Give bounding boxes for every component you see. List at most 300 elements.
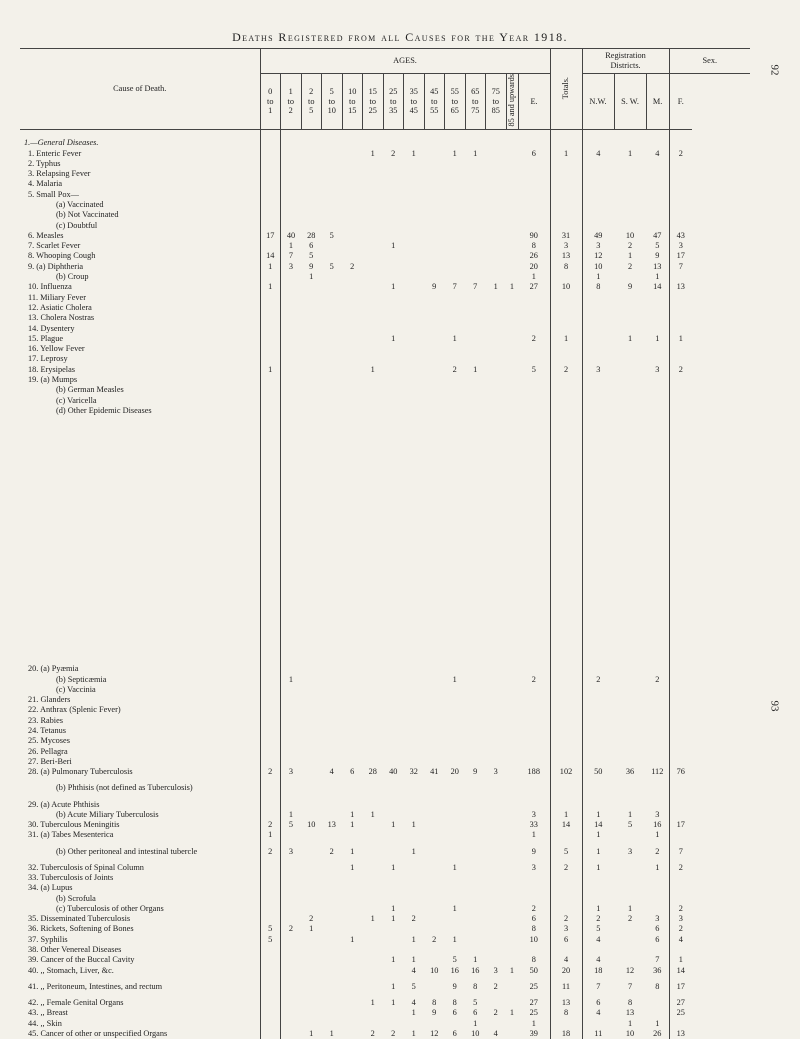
table-cell [646, 904, 669, 914]
table-cell: 1 [627, 148, 633, 158]
table-cell: 2 [669, 863, 692, 873]
table-cell: 1 [391, 333, 396, 343]
table-cell [486, 303, 507, 313]
table-cell: 27 [669, 998, 692, 1008]
table-cell [342, 241, 363, 251]
table-cell [260, 385, 281, 395]
table-cell: 16 [653, 820, 662, 830]
table-cell: 2 [669, 148, 692, 158]
table-cell: 14 [653, 282, 662, 292]
table-cell [281, 282, 302, 292]
table-cell [486, 904, 507, 914]
table-cell [281, 685, 302, 695]
table-cell: 1 [411, 820, 416, 830]
table-cell [404, 375, 425, 385]
table-cell [281, 303, 302, 313]
table-cell [445, 830, 466, 840]
table-cell: 1 [452, 674, 457, 684]
table-cell: 10 [625, 1028, 635, 1038]
table-cell [383, 293, 404, 303]
table-cell [281, 220, 302, 230]
table-row [20, 385, 750, 395]
table-cell: 5 [260, 924, 281, 934]
table-cell [465, 873, 486, 883]
table-cell [506, 705, 518, 715]
table-cell [582, 159, 614, 169]
table-cell [518, 159, 550, 169]
table-cell [424, 169, 445, 179]
table-cell: 1 [411, 148, 416, 158]
table-cell [281, 955, 302, 965]
table-cell [342, 736, 363, 746]
table-row [20, 344, 750, 354]
table-cell [669, 159, 692, 169]
table-row [20, 705, 750, 715]
cause-label: 10. Influenza [28, 282, 72, 292]
table-cell [281, 966, 302, 976]
cause-label: 32. Tuberculosis of Spinal Column [28, 862, 144, 872]
table-cell [383, 757, 404, 767]
table-cell: 4 [582, 148, 614, 158]
table-cell [322, 945, 343, 955]
table-cell [404, 736, 425, 746]
table-cell [301, 293, 322, 303]
table-cell: 2 [281, 924, 302, 934]
table-cell [465, 863, 486, 873]
table-cell [465, 200, 486, 210]
table-cell [518, 220, 550, 230]
table-cell [322, 251, 343, 261]
cause-label: (b) Acute Miliary Tuberculosis [56, 809, 159, 819]
table-cell [281, 385, 302, 395]
table-cell [281, 272, 302, 282]
table-cell [550, 179, 582, 189]
table-cell [669, 716, 692, 726]
table-cell [322, 810, 343, 820]
table-cell: 1 [655, 333, 660, 343]
table-cell [404, 210, 425, 220]
table-cell [465, 251, 486, 261]
table-cell [646, 945, 669, 955]
table-cell [424, 159, 445, 169]
table-cell [424, 736, 445, 746]
table-cell [363, 159, 384, 169]
table-cell [383, 695, 404, 705]
table-cell [363, 873, 384, 883]
table-row [20, 334, 750, 344]
table-cell: 40 [281, 231, 302, 241]
table-cell [383, 406, 404, 416]
table-cell [445, 313, 466, 323]
table-cell [342, 873, 363, 883]
table-cell [614, 293, 646, 303]
table-cell: 1 [473, 955, 478, 965]
table-cell: 7 [452, 282, 457, 292]
table-cell [404, 334, 425, 344]
table-cell [486, 736, 507, 746]
table-cell [550, 726, 582, 736]
cause-label: 3. Relapsing Fever [28, 169, 91, 179]
table-cell [646, 385, 669, 395]
table-cell [383, 736, 404, 746]
table-cell: 5 [627, 820, 633, 830]
table-cell [301, 716, 322, 726]
table-cell [465, 190, 486, 200]
table-cell [518, 726, 550, 736]
table-cell [322, 272, 343, 282]
table-cell [506, 820, 518, 830]
table-cell: 5 [411, 981, 416, 991]
table-cell: 4 [582, 935, 614, 945]
table-cell: 6 [350, 767, 355, 777]
spacer-row [20, 416, 750, 664]
table-cell [363, 945, 384, 955]
table-cell [465, 241, 486, 251]
table-cell [404, 1018, 425, 1028]
table-cell [486, 893, 507, 903]
table-cell [342, 955, 363, 965]
table-cell [669, 1018, 692, 1028]
table-cell [506, 998, 518, 1008]
table-cell [301, 726, 322, 736]
table-cell [614, 777, 646, 799]
table-cell [322, 863, 343, 873]
table-row [20, 904, 750, 914]
table-cell [646, 313, 669, 323]
cause-label: 39. Cancer of the Buccal Cavity [28, 955, 135, 965]
table-cell: 3 [655, 914, 660, 924]
table-cell [281, 904, 302, 914]
table-cell [363, 883, 384, 893]
table-cell [281, 914, 302, 924]
table-cell [486, 231, 507, 241]
table-cell [342, 726, 363, 736]
table-cell [669, 385, 692, 395]
table-cell [281, 159, 302, 169]
table-cell [582, 396, 614, 406]
cause-label: 35. Disseminated Tuberculosis [28, 914, 131, 924]
table-cell [363, 396, 384, 406]
cause-label: 29. (a) Acute Phthisis [28, 799, 100, 809]
table-cell [404, 231, 425, 241]
table-cell [301, 955, 322, 965]
table-cell: 12 [625, 965, 635, 975]
cause-label: 31. (a) Tabes Mesenterica [28, 830, 114, 840]
table-cell [301, 863, 322, 873]
table-cell [363, 664, 384, 674]
table-cell [465, 716, 486, 726]
table-cell [404, 674, 425, 684]
table-cell [445, 716, 466, 726]
table-cell: 2 [655, 674, 660, 684]
table-cell [550, 757, 582, 767]
table-cell [486, 241, 507, 251]
table-cell: 1 [550, 148, 582, 158]
table-cell [445, 251, 466, 261]
table-cell: 3 [493, 965, 498, 975]
table-cell: 4 [655, 148, 660, 158]
table-cell [363, 893, 384, 903]
table-cell [404, 863, 425, 873]
table-cell [518, 190, 550, 200]
table-cell [646, 210, 669, 220]
table-cell [281, 945, 302, 955]
table-cell [465, 303, 486, 313]
table-row [20, 200, 750, 210]
table-cell [301, 736, 322, 746]
cause-label: (c) Vaccinia [56, 684, 96, 694]
table-cell [445, 344, 466, 354]
table-cell [342, 883, 363, 893]
table-cell: 6 [309, 241, 314, 251]
table-cell [260, 323, 281, 333]
table-cell [582, 344, 614, 354]
table-cell [363, 251, 384, 261]
table-cell [506, 1029, 518, 1039]
table-cell [518, 396, 550, 406]
table-cell [486, 705, 507, 715]
table-cell: 1 [260, 262, 281, 272]
table-cell [669, 200, 692, 210]
table-cell: 1 [627, 333, 633, 343]
table-cell [550, 210, 582, 220]
table-cell [506, 955, 518, 965]
table-cell: 18 [582, 966, 614, 976]
table-row [20, 241, 750, 251]
table-cell [281, 664, 302, 674]
table-cell [486, 726, 507, 736]
table-cell [424, 251, 445, 261]
cause-label: (b) Other peritoneal and intestinal tubercle [56, 846, 198, 856]
table-cell: 6 [452, 1028, 457, 1038]
table-cell [465, 746, 486, 756]
table-cell [260, 220, 281, 230]
table-cell: 8 [452, 997, 457, 1007]
table-cell: 112 [651, 767, 664, 777]
table-cell [383, 924, 404, 934]
table-cell [383, 935, 404, 945]
table-cell [301, 169, 322, 179]
table-cell: 1 [391, 955, 396, 965]
table-cell [281, 695, 302, 705]
table-cell [322, 303, 343, 313]
cause-label: 12. Asiatic Cholera [28, 302, 92, 312]
table-cell [281, 200, 302, 210]
table-cell [518, 179, 550, 189]
table-row [20, 1008, 750, 1018]
table-cell [342, 190, 363, 200]
table-cell: 8 [432, 997, 437, 1007]
table-cell: 40 [389, 767, 398, 777]
table-cell [342, 716, 363, 726]
table-cell [445, 262, 466, 272]
table-cell [342, 976, 363, 998]
table-cell [424, 303, 445, 313]
table-cell [614, 830, 646, 840]
table-cell [404, 799, 425, 809]
cause-label: 5. Small Pox— [28, 189, 79, 199]
table-cell [363, 344, 384, 354]
table-cell: 2 [655, 846, 660, 856]
table-cell [424, 241, 445, 251]
table-cell [669, 190, 692, 200]
table-cell: 3 [627, 846, 633, 856]
table-row [20, 323, 750, 333]
table-cell [281, 716, 302, 726]
table-cell: 2 [550, 914, 582, 924]
table-cell [363, 757, 384, 767]
table-cell: 17 [669, 251, 692, 261]
table-cell [363, 303, 384, 313]
table-cell [404, 344, 425, 354]
age-group-header: 1 to 2 [281, 74, 302, 130]
table-cell [518, 385, 550, 395]
table-cell [550, 354, 582, 364]
table-cell: 14 [582, 820, 614, 830]
table-cell [550, 705, 582, 715]
table-cell [424, 210, 445, 220]
table-cell [383, 893, 404, 903]
table-cell [404, 169, 425, 179]
table-cell [260, 664, 281, 674]
table-row [20, 1029, 750, 1039]
table-cell [424, 726, 445, 736]
table-cell: 26 [653, 1028, 662, 1038]
table-cell [465, 820, 486, 830]
table-cell [445, 231, 466, 241]
table-cell: 33 [529, 820, 538, 830]
table-cell [669, 323, 692, 333]
table-cell [363, 385, 384, 395]
table-cell [614, 863, 646, 873]
table-cell [669, 220, 692, 230]
table-cell [506, 148, 518, 158]
table-cell [486, 757, 507, 767]
table-row [20, 251, 750, 261]
table-cell [342, 334, 363, 344]
table-cell [404, 746, 425, 756]
table-cell [281, 365, 302, 375]
table-cell [518, 354, 550, 364]
table-cell [669, 685, 692, 695]
table-cell [342, 674, 363, 684]
table-cell [506, 924, 518, 934]
table-cell [260, 726, 281, 736]
table-cell [486, 716, 507, 726]
table-cell [518, 736, 550, 746]
table-cell [301, 746, 322, 756]
table-cell: 1 [509, 1008, 515, 1018]
table-cell [614, 190, 646, 200]
table-cell [260, 883, 281, 893]
table-cell: 4 [493, 1028, 498, 1038]
table-cell [281, 169, 302, 179]
table-cell: 11 [582, 1029, 614, 1039]
table-cell [383, 344, 404, 354]
table-cell [614, 664, 646, 674]
age-group-header: 5 to 10 [322, 74, 343, 130]
table-cell [342, 231, 363, 241]
table-cell [404, 716, 425, 726]
cause-label: (b) German Measles [56, 385, 124, 395]
table-row [20, 830, 750, 840]
table-cell [281, 799, 302, 809]
table-cell [486, 251, 507, 261]
table-cell [260, 998, 281, 1008]
table-cell [342, 914, 363, 924]
table-cell: 1 [452, 148, 457, 158]
table-row [20, 820, 750, 830]
totals-header: Totals. [550, 49, 582, 130]
table-cell: 1 [281, 810, 302, 820]
table-cell [614, 705, 646, 715]
table-cell: 1 [627, 1018, 633, 1028]
table-cell [669, 777, 692, 799]
table-cell: 2 [627, 914, 633, 924]
table-cell: 1 [655, 272, 660, 282]
table-cell [465, 924, 486, 934]
table-cell: 7 [669, 262, 692, 272]
table-cell [582, 220, 614, 230]
table-cell: 1 [260, 282, 281, 292]
table-cell [614, 169, 646, 179]
table-cell [486, 200, 507, 210]
table-cell [342, 200, 363, 210]
table-cell [646, 799, 669, 809]
table-cell [669, 799, 692, 809]
table-cell [582, 945, 614, 955]
table-cell [281, 1018, 302, 1028]
table-cell: 1 [582, 810, 614, 820]
table-cell [363, 231, 384, 241]
table-cell [260, 1029, 281, 1039]
table-cell [424, 873, 445, 883]
table-row [20, 976, 750, 998]
table-cell [506, 841, 518, 863]
table-cell [582, 323, 614, 333]
table-cell [363, 820, 384, 830]
table-cell [322, 924, 343, 934]
table-cell [518, 303, 550, 313]
table-cell [424, 810, 445, 820]
table-cell [281, 210, 302, 220]
table-cell: 5 [473, 997, 478, 1007]
table-cell: 28 [368, 767, 377, 777]
table-cell [669, 746, 692, 756]
table-cell [363, 716, 384, 726]
table-cell [445, 159, 466, 169]
table-cell [322, 1018, 343, 1028]
table-cell [424, 820, 445, 830]
age-group-header: 0 to 1 [260, 74, 281, 130]
table-cell [582, 179, 614, 189]
table-cell [301, 695, 322, 705]
table-cell: 1 [531, 272, 536, 282]
table-cell: 50 [529, 965, 538, 975]
table-cell: 10 [582, 262, 614, 272]
table-cell [465, 935, 486, 945]
cause-label: 43. ,, Breast [28, 1008, 68, 1018]
table-cell: 1 [350, 820, 355, 830]
table-cell [669, 757, 692, 767]
table-cell [445, 241, 466, 251]
table-cell [383, 272, 404, 282]
table-row [20, 272, 750, 282]
table-cell [486, 674, 507, 684]
table-cell: 8 [655, 981, 660, 991]
table-cell: 1 [350, 934, 355, 944]
spacer-row [20, 130, 750, 139]
